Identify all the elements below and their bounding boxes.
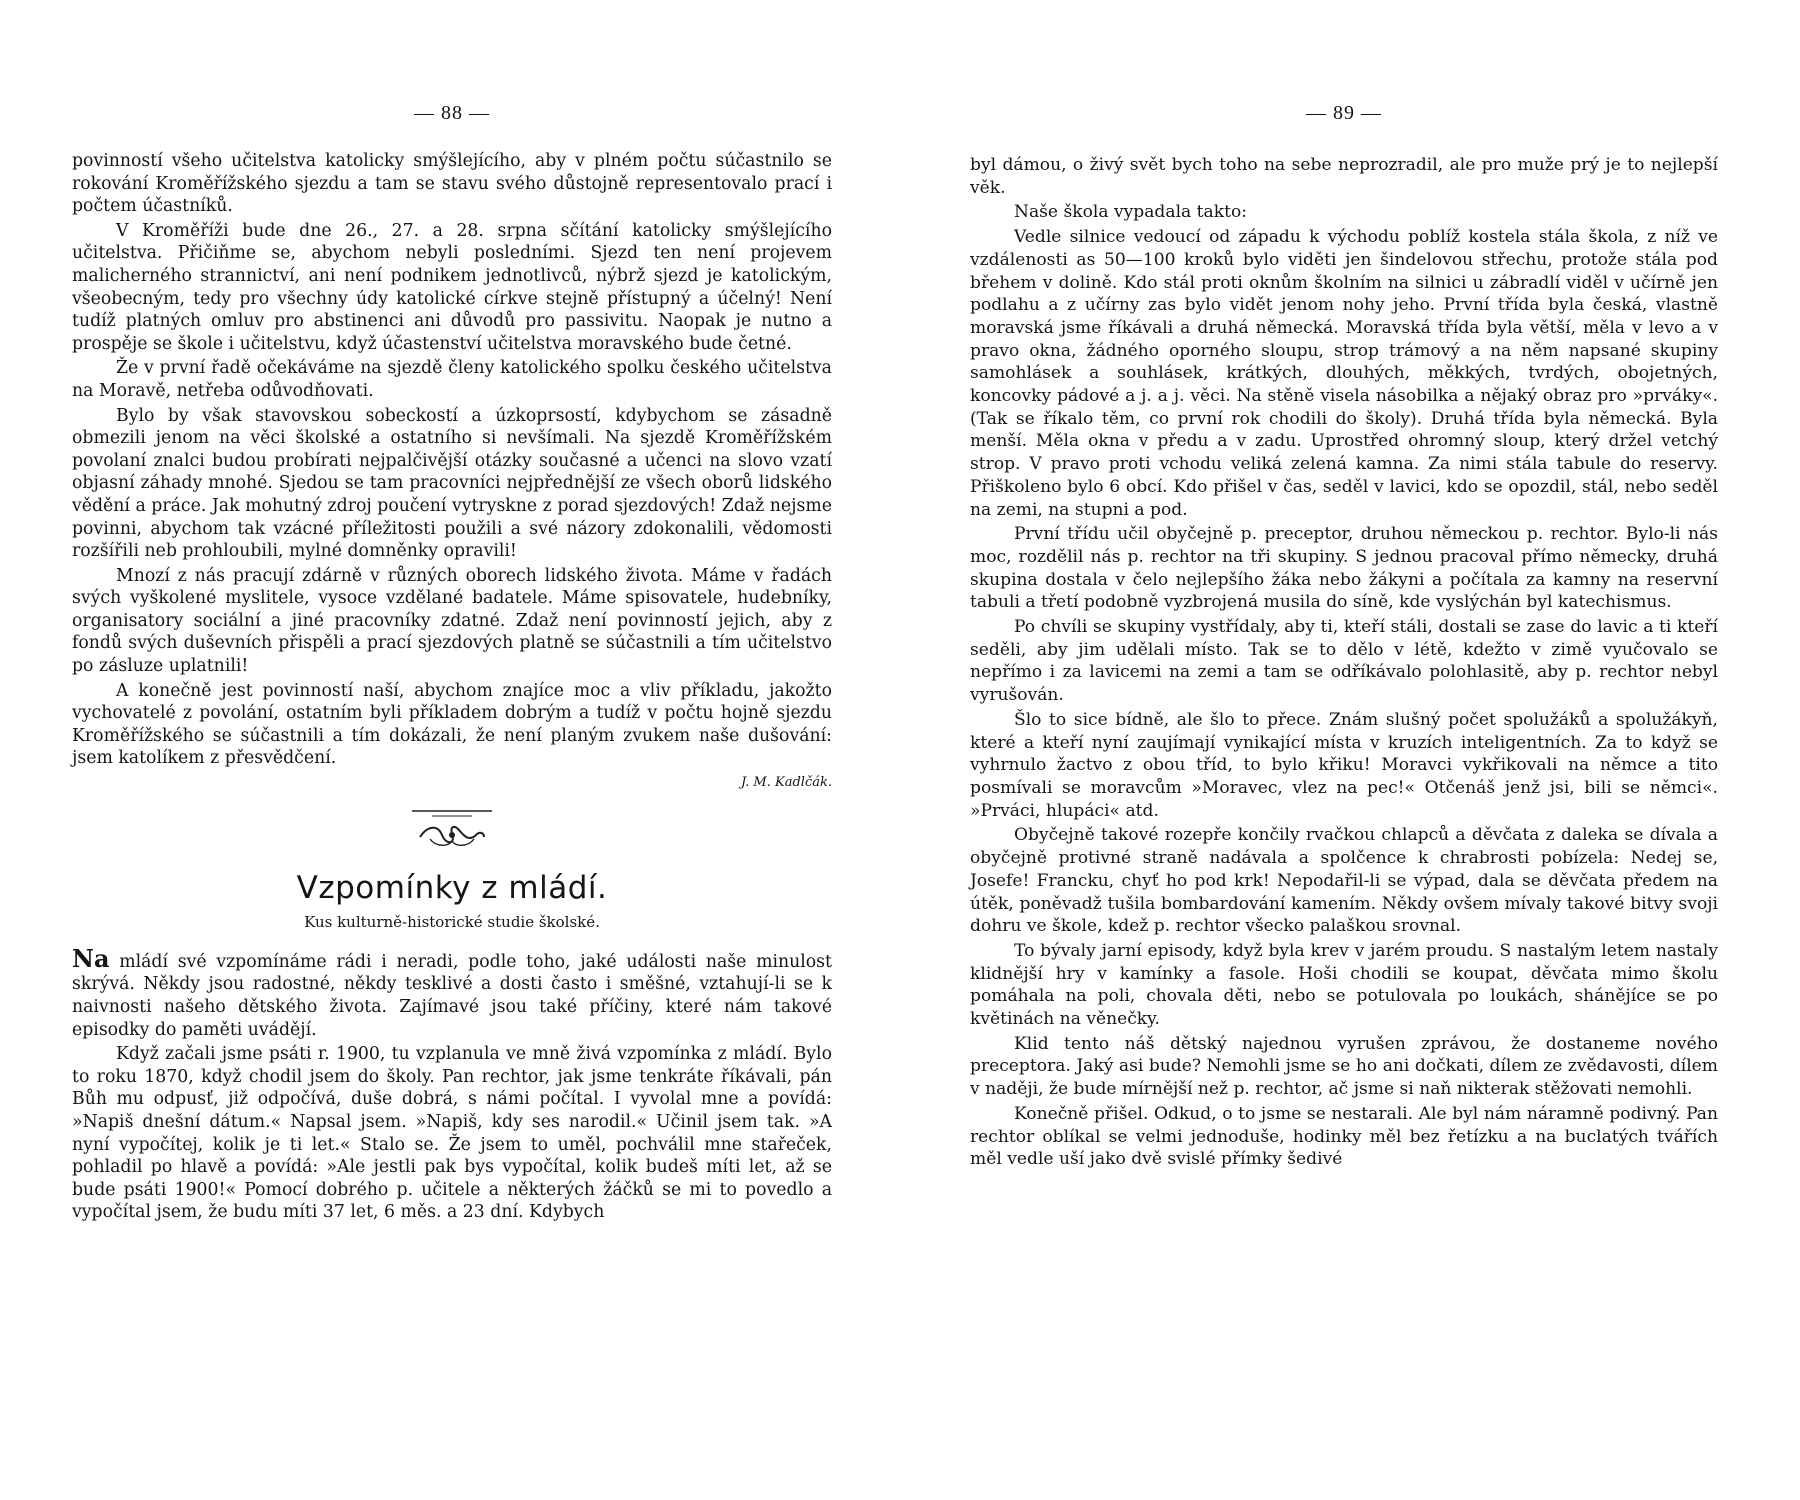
paragraph: To bývaly jarní episody, když byla krev v jarém proudu. S nastalým letem nastaly klidnější hry v kamínky a fasole. Hoši chodili se koupat, děvčata mimo školu pomáhala na poli, chovala děti, nebo se potulovala po loukách, shánějíce se po květinách na věnečky. <box>970 940 1718 1030</box>
left-page-text <box>72 150 832 1226</box>
paragraph: A konečně jest povinností naší, abychom znajíce moc a vliv příkladu, jakožto vychovatelé z povolání, ostatním byli příkladem dobrým a tudíž v počtu hojně sjezdu Kroměřížského se súčastnili a tím dokázali, že není planým zvukem naše dušování: jsem katolíkem z přesvědčení. <box>72 680 832 769</box>
left-page <box>72 0 832 1500</box>
author-signature: J. M. Kadlčák. <box>740 775 832 791</box>
paragraph: Konečně přišel. Odkud, o to jsme se nestarali. Ale byl nám náramně podivný. Pan rechtor oblíkal se velmi jednoduše, hodinky měl bez řetízku a na buclatých tvářích měl vedle uší jako dvě svislé přímky šedivé <box>970 1103 1718 1170</box>
article-subtitle: Kus kulturně-historické studie školské. <box>304 913 600 932</box>
decorative-flourish-icon <box>392 803 512 863</box>
page-number: — 89 — <box>1306 102 1382 124</box>
drop-cap: Na <box>72 943 110 973</box>
paragraph: Klid tento náš dětský najednou vyrušen zprávou, že dostaneme nového preceptora. Jaký asi bude? Nemohli jsme se ho ani dočkati, dílem ze zvědavosti, dílem v naději, že bude mírnější než p. rechtor, ač jsme si naň nikterak stěžovati nemohli. <box>970 1033 1718 1100</box>
paragraph: Šlo to sice bídně, ale šlo to přece. Znám slušný počet spolužáků a spolužákyň, které a kteří nyní zaujímají vynikající místa v kruzích inteligentních. Za to když se vyhrnulo žactvo z obou tříd, to bylo křiku! Moravci vykřikovali na němce a tito posmívali se moravcům »Moravec, vlez na pec!« Otčenáš jenž jsi, bili se němci«. »Prváci, hlupáci« atd. <box>970 709 1718 821</box>
paragraph: Bylo by však stavovskou sobeckostí a úzkoprsostí, kdybychom se zásadně obmezili jenom na věci školské a ostatního si nevšímali. Na sjezdě Kroměřížském povolaní znalci budou probírati nejpalčivější otázky současné a učenci na slovo vzatí objasní záhady mnohé. Sjedou se tam pracovníci nejpřednější ze všech oborů lidského vědění a práce. Jak mohutný zdroj poučení vytryskne z porad sjezdových! Zdaž nejsme povinni, abychom tak vzácné příležitosti použili a své názory zdokonalili, vědomosti rozšířili neb prohloubili, mylné domněnky opravili! <box>72 405 832 562</box>
paragraph: V Kroměříži bude dne 26., 27. a 28. srpna sčítání katolicky smýšlejícího učitelstva. Přičiňme se, abychom nebyli posledními. Sjezd ten není projevem malicherného strannictví, ani není podnikem jednotlivců, nýbrž sjezd je katolickým, všeobecným, tedy pro všechny údy katolické církve stejně přístupný a účelný! Není tudíž platných omluv pro abstinenci ani důvodů pro passivitu. Naopak je nutno a prospěje se škole i učitelstvu, když účastenství učitelstva moravského bude četné. <box>72 220 832 354</box>
right-page <box>970 0 1718 1500</box>
article-first-paragraph <box>72 943 832 1041</box>
paragraph: Vedle silnice vedoucí od západu k východu poblíž kostela stála škola, z níž ve vzdálenosti as 50—100 kroků bylo viděti jen šindelovou střechu, protože stála pod břehem v dolině. Kdo stál proti oknům školním na silnici u zábradlí viděl v učírně jen podlahu a z učírny zas bylo vidět jenom nohy jeho. První třída byla česká, vlastně moravská jsme říkávali a druhá německá. Moravská třída byla větší, měla v levo a v pravo okna, žádného oporného sloupu, strop trámový a na něm napsané skupiny samohlásek a souhlásek, krátkých, dlouhých, měkkých, tvrdých, obojetných, koncovky pádové a j. a j. věci. Na stěně visela násobilka a nějaký obraz pro »prváky«. (Tak se říkalo těm, co první rok chodili do školy). Druhá třída byla německá. Byla menší. Měla okna v předu a v zadu. Uprostřed ohromný sloup, který držel vetchý strop. V pravo proti vchodu veliká zelená kamna. Za nimi stála tabule do reservy. Přiškoleno bylo 6 obcí. Kdo přišel v čas, seděl v lavici, kdo se opozdil, stál, nebo seděl na zemi, na stupni a pod. <box>970 227 1718 520</box>
paragraph: Když začali jsme psáti r. 1900, tu vzplanula ve mně živá vzpomínka z mládí. Bylo to roku 1870, když chodil jsem do školy. Pan rechtor, jak jsme tenkráte říkávali, pán Bůh mu odpusť, již odpočívá, duše dobrá, s námi počítal. I vyvolal mne a povídá: »Napiš dnešní dátum.« Napsal jsem. »Napiš, kdy ses narodil.« Učinil jsem tak. »A nyní vypočítej, kolik je ti let.« Stalo se. Že jsem to uměl, pochválil mne stařeček, pohladil po hlavě a povídá: »Ale jestli pak bys vypočítal, kolik budeš míti let, až se bude psáti 1900!« Pomocí dobrého p. učitele a některých žáčků se mi to povedlo a vypočítal jsem, že budu míti 37 let, 6 měs. a 23 dní. Kdybych <box>72 1044 832 1223</box>
paragraph: První třídu učil obyčejně p. preceptor, druhou německou p. rechtor. Bylo-li nás moc, rozdělil nás p. rechtor na tři skupiny. S jednou pracoval přímo německy, druhá skupina dostala v čelo nejlepšího žáka nebo žákyni a počítala za kamny na reservní tabuli a třetí podobně vyzbrojená musila do síně, kde vyslýchán byl katechismus. <box>970 524 1718 613</box>
paragraph: Po chvíli se skupiny vystřídaly, aby ti, kteří stáli, dostali se zase do lavic a ti kteří seděli, aby jim udělali místo. Tak se to dělo v létě, kdežto v zimě vyučovalo se nepřímo i za lavicemi na zemi a tam se odříkávalo polohlasitě, aby p. rechtor nebyl vyrušován. <box>970 617 1718 706</box>
page-number: — 88 — <box>414 102 490 124</box>
paragraph: Mnozí z nás pracují zdárně v různých oborech lidského života. Máme v řadách svých vyškolené myslitele, vysoce vzdělané badatele. Máme spisovatele, hudebníky, organisatory sociální a jiné pracovníky zdatné. Zdaž není povinností jejich, aby z fondů svých duševních přispěli a prací sjezdových platně se súčastnili a tím učitelstvo po zásluze uplatnili! <box>72 565 832 677</box>
paragraph: byl dámou, o živý svět bych toho na sebe neprozradil, ale pro muže prý je to nejlepší věk. <box>970 155 1718 198</box>
right-page-text <box>970 154 1718 1173</box>
paragraph-text: mládí své vzpomínáme rádi i neradi, podle toho, jaké události naše minulost skrývá. Někdy jsou radostné, někdy tesklivé a dosti často i směšné, vztahují-li se k naivnosti našeho dětského života. Zajímavé jsou také příčiny, které nám takové episodky do paměti uvádějí. <box>72 951 832 1040</box>
paragraph: povinností všeho učitelstva katolicky smýšlejícího, aby v plném počtu súčastnilo se rokování Kroměřížského sjezdu a tam se stavu svého důstojně representovalo prací i počtem účastníků. <box>72 151 832 217</box>
article-title: Vzpomínky z mládí. <box>296 869 608 906</box>
paragraph: Že v první řadě očekáváme na sjezdě členy katolického spolku českého učitelstva na Moravě, netřeba odůvodňovati. <box>72 358 832 401</box>
paragraph: Obyčejně takové rozepře končily rvačkou chlapců a děvčata z daleka se dívala a obyčejně protivné straně nadávala a spolčence k chrabrosti pobízela: Nedej se, Josefe! Francku, chyť ho pod krk! Nepodařil-li se výpad, dala se děvčata předem na útěk, poněvadž tušila bombardování kamením. Někdy ovšem mívaly takové bitvy svoji dohru ve škole, kdež p. rechtor všecko palaškou srovnal. <box>970 825 1718 937</box>
paragraph: Naše škola vypadala takto: <box>1014 202 1247 223</box>
